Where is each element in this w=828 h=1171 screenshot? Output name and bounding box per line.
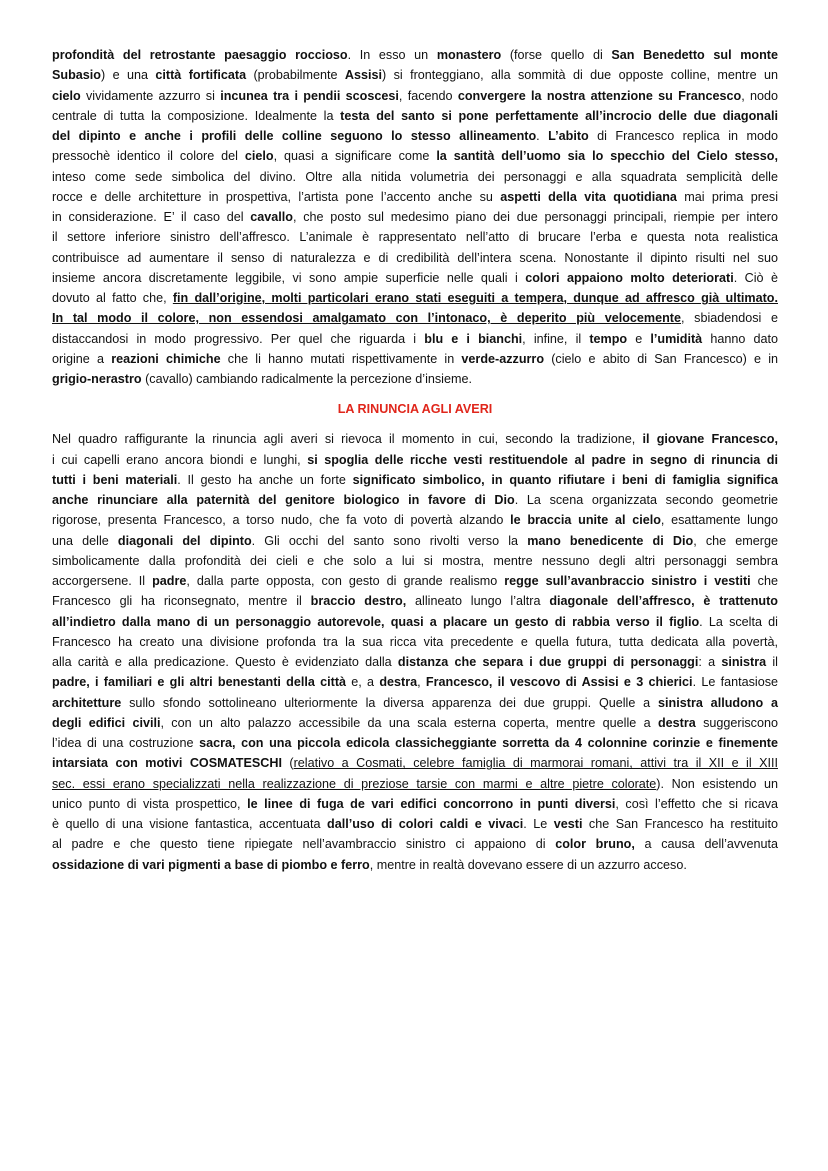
underlined-text: sec. essi erano specializzati nella realizzazione di preziose tarsie con marmi e altre pietre colorate [52, 776, 657, 791]
emphasized-text: grigio-nerastro [52, 372, 142, 386]
text-run: a causa dell’avvenuta [634, 837, 778, 852]
text-line [52, 248, 778, 268]
text-run: l’idea di una costruzione [52, 736, 200, 750]
text-run: ). Non esistendo un [656, 776, 779, 791]
emphasized-text: convergere la nostra attenzione su Francesco [457, 88, 742, 103]
text-run: di Francesco replica in modo [588, 129, 778, 143]
text-run: contribuisce ad aumentare il senso di naturalezza e di credibilità dell’intera scena. Nonostante il dipinto risulti nel suo [52, 250, 778, 265]
text-run: , mentre in realtà dovevano essere di un azzurro acceso. [369, 857, 687, 872]
emphasized-text: monastero [436, 48, 502, 62]
emphasized-text: distanza che separa i due gruppi di personaggi [397, 655, 699, 669]
text-run: che li hanno mutati rispettivamente in [220, 351, 462, 366]
text-line [52, 329, 778, 349]
emphasized-text: aspetti della vita quotidiana [500, 189, 677, 204]
text-run: , quasi a significare come [273, 149, 437, 164]
text-run: al padre e che questo tiene ripiegate nell’avambraccio sinistro ci appaiono di [52, 837, 556, 852]
emphasized-text: diagonali del dipinto [117, 533, 252, 548]
text-line [52, 632, 778, 652]
text-line [52, 834, 778, 854]
emphasized-text: color bruno, [555, 837, 635, 852]
text-run: e, a [346, 675, 380, 690]
text-line [52, 713, 778, 733]
text-line [52, 733, 778, 753]
text-line [52, 65, 778, 85]
text-run: i cui capelli erano ancora biondi e lunghi, [52, 452, 308, 467]
text-run: . Il gesto ha anche un forte [177, 472, 353, 487]
text-run: , esattamente lungo [660, 513, 778, 528]
emphasized-text: cielo [52, 88, 81, 103]
text-line [52, 126, 778, 146]
text-line [52, 774, 778, 794]
emphasized-text: tempo [589, 331, 628, 346]
text-run: Francesco ha creato una divisione profonda tra la sua ricca vita precedente e quella futura, tutta dedicata alla povertà, [52, 634, 778, 649]
text-line [52, 308, 778, 328]
text-line [52, 814, 778, 834]
text-run: , così l’effetto che si ricava [615, 796, 779, 811]
section-heading: LA RINUNCIA AGLI AVERI [337, 402, 493, 417]
text-run: , nodo [741, 88, 779, 103]
text-run: Nel quadro raffigurante la rinuncia agli averi si rievoca il momento in cui, secondo la tradizione, [52, 432, 643, 447]
text-run: , che posto sul medesimo piano dei due personaggi principali, riempie per intero [293, 210, 778, 224]
text-run: . Le fantasiose [692, 675, 778, 690]
text-run: rigorose, presenta Francesco, a torso nudo, che fa voto di povertà alzando [52, 513, 511, 528]
emphasized-text: destra [657, 715, 696, 730]
emphasized-text: del dipinto e anche i profili delle colline seguono lo stesso allineamento [52, 129, 537, 143]
emphasized-text: la santità dell’uomo sia lo specchio del Cielo stesso, [436, 149, 778, 164]
emphasized-text: braccio destro, [310, 594, 407, 609]
emphasized-text: Subasio [52, 68, 101, 83]
text-run: allineato lungo l’altra [406, 594, 550, 609]
text-line [52, 227, 778, 247]
emphasized-text: padre, i familiari e gli altri benestanti della città [52, 675, 347, 690]
emphasized-text: anche rinunciare alla paternità del genitore biologico in favore di Dio [52, 493, 515, 507]
text-line [52, 146, 778, 166]
text-line [52, 207, 778, 227]
text-run: vividamente azzurro si [80, 88, 221, 103]
emphasized-text: In tal modo il colore, non essendosi amalgamato con l’intonaco, è deperito più velocemente [52, 311, 682, 326]
text-run: . Gli occhi del santo sono rivolti verso la [251, 533, 528, 548]
text-run: (forse quello di [501, 48, 612, 62]
emphasized-text: San Benedetto sul monte [611, 48, 778, 62]
text-line [52, 288, 778, 308]
emphasized-text: colori appaiono molto deteriorati [525, 270, 734, 285]
text-run: , facendo [398, 88, 458, 103]
emphasized-text: si spoglia delle ricche vesti restituendole al padre in segno di rinuncia di [307, 452, 778, 467]
text-run: distaccandosi in modo progressivo. Per quel che riguarda i [52, 331, 425, 346]
text-run: , dalla parte opposta, con gesto di grande realismo [186, 574, 505, 588]
text-run: . Ciò è [733, 270, 778, 285]
emphasized-text: il giovane Francesco, [642, 432, 778, 447]
text-line [52, 429, 778, 449]
emphasized-text: architetture [52, 695, 122, 710]
text-run: rocce e delle architetture in prospettiva, l’artista pone l’accento anche su [52, 189, 501, 204]
text-line [52, 106, 778, 126]
emphasized-text: cavallo [250, 210, 293, 224]
emphasized-text: sacra, con una piccola edicola classicheggiante sorretta da 4 colonnine corinzie e finemente [199, 736, 778, 750]
text-run: accorgersene. Il [52, 574, 153, 588]
emphasized-text: reazioni chimiche [111, 351, 221, 366]
emphasized-text: destra [379, 675, 418, 690]
emphasized-text: sinistra alludono a [658, 695, 778, 710]
emphasized-text: blu e i bianchi [424, 331, 523, 346]
text-run: ) si fronteggiano, alla sommità di due opposte colline, mentre un [381, 68, 778, 83]
text-run: (cielo e abito di San Francesco) e in [544, 351, 779, 366]
emphasized-text: padre [152, 574, 187, 588]
emphasized-text: diagonale dell’affresco, è trattenuto [549, 594, 778, 609]
text-run: insieme ancora discretamente leggibile, vi sono ampie superficie nelle quali i [52, 270, 526, 285]
text-run: ( [281, 756, 294, 771]
text-line [52, 672, 778, 692]
text-run: dovuto al fatto che, [52, 291, 173, 305]
text-run: centrale di tutta la composizione. Idealmente la [52, 108, 341, 123]
text-run: mai prima presi [676, 189, 779, 204]
emphasized-text: L’abito [548, 129, 589, 143]
text-line [52, 652, 778, 672]
text-run: sullo sfondo sottolineano ulteriormente la diversa apparenza dei due gruppi. Quelle a [121, 695, 659, 710]
emphasized-text: ossidazione di vari pigmenti a base di piombo e ferro [52, 857, 370, 872]
text-run: , che emerge [693, 533, 778, 548]
text-run: il settore inferiore sinistro dell’affresco. L’animale è rappresentato nell’atto di brucare l’erba e questa nota realistica [52, 230, 778, 245]
text-run: . La scena organizzata secondo geometrie [514, 493, 778, 507]
text-run: : a [698, 655, 722, 669]
paragraph-landscape-description [52, 45, 778, 389]
text-line [52, 187, 778, 207]
text-line [52, 612, 778, 632]
text-line [52, 753, 778, 773]
emphasized-text: cielo [244, 149, 274, 164]
emphasized-text: incunea tra i pendii scoscesi [220, 88, 399, 103]
emphasized-text: città fortificata [155, 68, 247, 83]
text-line [52, 794, 778, 814]
emphasized-text: le linee di fuga de vari edifici concorrono in punti diversi [247, 796, 616, 811]
text-line [52, 490, 778, 510]
text-line [52, 45, 778, 65]
emphasized-text: profondità del retrostante paesaggio roccioso [52, 48, 348, 62]
text-run: hanno dato [702, 331, 778, 346]
text-run: , sbiadendosi e [681, 311, 778, 326]
text-run: in considerazione. E’ il caso del [52, 210, 251, 224]
text-run: Francesco gli ha riconsegnato, mentre il [52, 594, 311, 609]
text-line [52, 571, 778, 591]
text-run: una delle [52, 533, 118, 548]
text-run: . [536, 129, 549, 143]
emphasized-text: significato simbolico, in quanto rifiutare i beni di famiglia significa [352, 472, 778, 487]
text-run: pressochè identico il colore del [52, 149, 245, 164]
emphasized-text: l’umidità [650, 331, 703, 346]
emphasized-text: vesti [553, 817, 583, 831]
underlined-text: relativo a Cosmati, celebre famiglia di marmorai romani, attivi tra il XII e il XIII [293, 756, 778, 771]
text-line [52, 86, 778, 106]
emphasized-text: fin dall’origine, molti particolari erano stati eseguiti a tempera, dunque ad affresco già ultimato. [172, 291, 778, 305]
emphasized-text: sinistra [721, 655, 767, 669]
emphasized-text: tutti i beni materiali [52, 472, 178, 487]
text-line [52, 531, 778, 551]
text-run: simbolicamente dalla profondità dei cieli e che solo a lui si mostra, mentre nessuno degli altri personaggi sembra [52, 553, 778, 568]
text-line [52, 693, 778, 713]
emphasized-text: dall’uso di colori caldi e vivaci [327, 817, 524, 831]
emphasized-text: le braccia unite al cielo [510, 513, 661, 528]
text-run: che San Francesco ha restituito [582, 817, 778, 831]
text-run: che [750, 574, 778, 588]
text-run: . In esso un [347, 48, 437, 62]
text-run: inteso come sede simbolica del divino. Oltre alla nitida volumetria dei personaggi e alla squadrata semplicità delle [52, 169, 778, 184]
text-run: suggeriscono [695, 715, 778, 730]
text-line [52, 855, 778, 875]
emphasized-text: Assisi [344, 68, 382, 83]
text-run: , infine, il [522, 331, 590, 346]
emphasized-text: regge sull’avanbraccio sinistro i vestiti [504, 574, 751, 588]
text-run: alla carità e alla predicazione. Questo è evidenziato dalla [52, 655, 398, 669]
text-line [52, 450, 778, 470]
emphasized-text: intarsiata con motivi COSMATESCHI [52, 756, 282, 771]
text-run: il [766, 655, 778, 669]
text-run: (probabilmente [246, 68, 345, 83]
text-line [52, 591, 778, 611]
text-run: . La scelta di [699, 614, 778, 629]
text-run: ) e una [101, 68, 156, 83]
emphasized-text: Francesco, il vescovo di Assisi e 3 chierici [425, 675, 693, 690]
emphasized-text: verde-azzurro [461, 351, 545, 366]
text-run: è quello di una visione fantastica, accentuata [52, 817, 328, 831]
text-run: e [627, 331, 651, 346]
emphasized-text: mano benedicente di Dio [527, 533, 694, 548]
text-line [52, 470, 778, 490]
document-page [52, 45, 778, 875]
text-run: , [417, 675, 426, 690]
text-run: (cavallo) cambiando radicalmente la percezione d’insieme. [141, 372, 472, 386]
emphasized-text: all’indietro dalla mano di un personaggio autorevole, quasi a placare un gesto di rabbia verso il figlio [52, 614, 700, 629]
text-run: . Le [523, 817, 554, 831]
text-run: , con un alto palazzo accessibile da una scala esterna coperta, mentre quelle a [160, 715, 658, 730]
text-line [52, 349, 778, 369]
emphasized-text: testa del santo si pone perfettamente all’incrocio delle due diagonali [340, 108, 778, 123]
emphasized-text: degli edifici civili [52, 715, 161, 730]
text-run: unico punto di vista prospettico, [52, 796, 248, 811]
text-line [52, 369, 778, 389]
text-line [52, 551, 778, 571]
text-run: origine a [52, 351, 112, 366]
text-line [52, 167, 778, 187]
text-line [52, 268, 778, 288]
paragraph-rinuncia-agli-averi [52, 429, 778, 875]
text-line [52, 510, 778, 530]
